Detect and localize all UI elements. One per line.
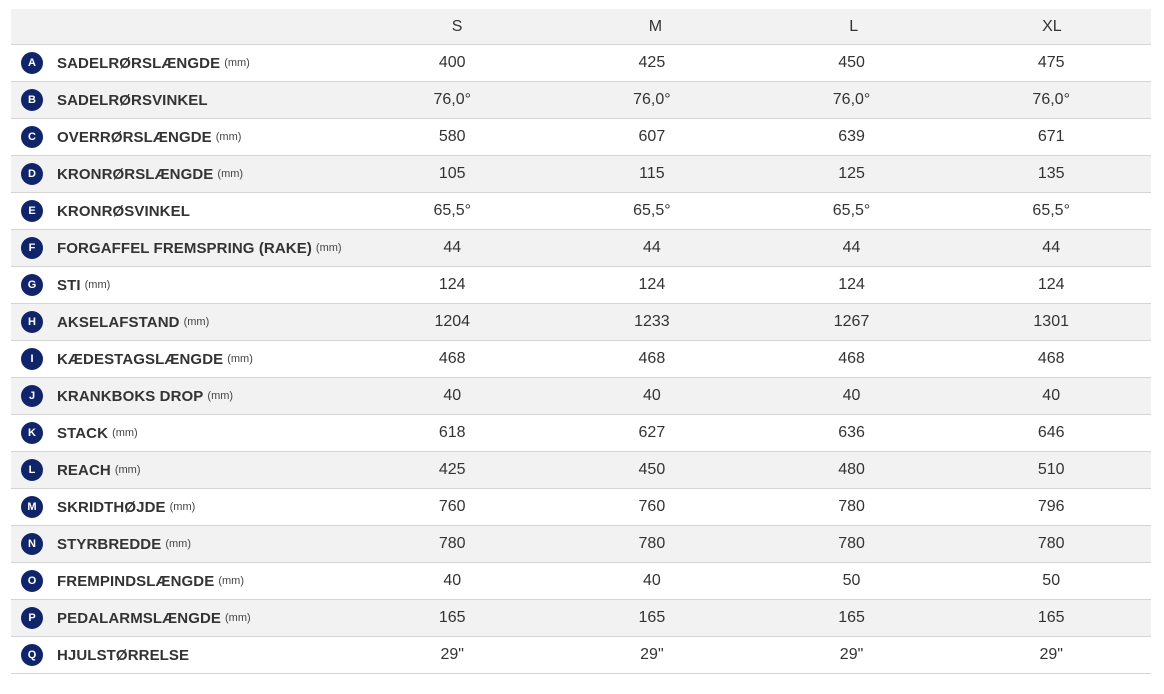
letter-badge: O: [21, 570, 43, 592]
value-cell: 480: [838, 461, 865, 478]
row-label: [11, 607, 360, 629]
value-cell: 135: [1037, 165, 1065, 182]
value-cell: 580: [438, 128, 466, 145]
value-cell: 165: [638, 609, 666, 626]
letter-badge: P: [21, 607, 43, 629]
size-header-l[interactable]: L: [849, 17, 859, 35]
table-row: [11, 193, 1151, 230]
table-row: [11, 637, 1151, 674]
value-cell: 400: [438, 54, 466, 71]
value-cell: 618: [438, 424, 466, 441]
measurement-name: OVERRØRSLÆNGDE: [57, 128, 212, 146]
value-cell: 780: [1037, 535, 1065, 552]
measurement-name: REACH: [57, 461, 111, 479]
value-cell: 780: [838, 535, 865, 552]
value-cell: 796: [1037, 498, 1065, 515]
value-cell: 65,5°: [832, 202, 871, 219]
value-cell: 44: [842, 239, 861, 256]
row-label: [11, 644, 360, 666]
measurement-unit: (mm): [112, 427, 138, 439]
value-cell: 646: [1037, 424, 1065, 441]
table-row: [11, 230, 1151, 267]
value-cell: 40: [642, 387, 661, 404]
value-cell: 29": [440, 646, 464, 663]
row-label: [11, 163, 360, 185]
value-cell: 44: [1042, 239, 1061, 256]
letter-badge: K: [21, 422, 43, 444]
value-cell: 165: [838, 609, 865, 626]
measurement-name: AKSELAFSTAND: [57, 313, 180, 331]
table-row: [11, 45, 1151, 82]
table-row: [11, 489, 1151, 526]
row-label: [11, 570, 360, 592]
value-cell: 65,5°: [433, 202, 471, 219]
table-row: [11, 526, 1151, 563]
table-header: [11, 9, 1151, 45]
value-cell: 450: [638, 461, 666, 478]
value-cell: 50: [842, 572, 861, 589]
value-cell: 40: [842, 387, 861, 404]
value-cell: 510: [1037, 461, 1065, 478]
table-row: [11, 452, 1151, 489]
row-label: [11, 496, 360, 518]
letter-badge: J: [21, 385, 43, 407]
measurement-unit: (mm): [217, 168, 244, 180]
measurement-unit: (mm): [165, 538, 192, 550]
row-label: [11, 422, 360, 444]
table-row: [11, 156, 1151, 193]
measurement-name: SADELRØRSLÆNGDE: [57, 54, 221, 72]
value-cell: 124: [838, 276, 865, 293]
table-row: [11, 267, 1151, 304]
value-cell: 50: [1042, 572, 1061, 589]
measurement-unit: (mm): [84, 279, 111, 291]
size-header-xl[interactable]: XL: [1042, 17, 1062, 35]
measurement-name: KRANKBOKS DROP: [57, 387, 204, 405]
measurement-unit: (mm): [183, 316, 210, 328]
row-label: [11, 459, 360, 481]
row-label: [11, 126, 360, 148]
value-cell: 450: [838, 54, 865, 71]
value-cell: 29": [640, 646, 664, 663]
letter-badge: F: [21, 237, 43, 259]
measurement-name: SKRIDTHØJDE: [57, 498, 166, 516]
letter-badge: L: [21, 459, 43, 481]
table-body: [11, 45, 1151, 674]
value-cell: 425: [638, 54, 666, 71]
value-cell: 468: [1037, 350, 1065, 367]
value-cell: 780: [638, 535, 666, 552]
measurement-name: STI: [57, 276, 81, 294]
row-label: [11, 385, 360, 407]
value-cell: 29": [1039, 646, 1063, 663]
measurement-name: STYRBREDDE: [57, 535, 162, 553]
letter-badge: D: [21, 163, 43, 185]
value-cell: 44: [443, 239, 462, 256]
value-cell: 165: [438, 609, 466, 626]
value-cell: 124: [638, 276, 666, 293]
value-cell: 1233: [634, 313, 670, 330]
letter-badge: G: [21, 274, 43, 296]
value-cell: 40: [1042, 387, 1061, 404]
table-row: [11, 563, 1151, 600]
value-cell: 40: [642, 572, 661, 589]
table-row: [11, 378, 1151, 415]
letter-badge: N: [21, 533, 43, 555]
row-label: [11, 200, 360, 222]
measurement-name: FORGAFFEL FREMSPRING (RAKE): [57, 239, 312, 257]
table-row: [11, 415, 1151, 452]
measurement-unit: (mm): [224, 57, 250, 69]
letter-badge: C: [21, 126, 43, 148]
value-cell: 475: [1037, 54, 1065, 71]
value-cell: 627: [638, 424, 666, 441]
value-cell: 124: [438, 276, 466, 293]
row-label: [11, 348, 360, 370]
measurement-name: FREMPINDSLÆNGDE: [57, 572, 215, 590]
letter-badge: A: [21, 52, 43, 74]
row-label: [11, 274, 360, 296]
letter-badge: Q: [21, 644, 43, 666]
value-cell: 40: [443, 387, 462, 404]
row-label: [11, 89, 360, 111]
value-cell: 760: [438, 498, 466, 515]
table-row: [11, 82, 1151, 119]
value-cell: 105: [438, 165, 466, 182]
value-cell: 468: [838, 350, 865, 367]
value-cell: 639: [838, 128, 865, 145]
value-cell: 1301: [1033, 313, 1069, 330]
measurement-name: HJULSTØRRELSE: [57, 646, 190, 664]
table-row: [11, 600, 1151, 637]
letter-badge: M: [21, 496, 43, 518]
value-cell: 44: [642, 239, 661, 256]
table-row: [11, 119, 1151, 156]
measurement-name: PEDALARMSLÆNGDE: [57, 609, 222, 627]
measurement-name: STACK: [57, 424, 109, 442]
measurement-unit: (mm): [215, 131, 242, 143]
measurement-unit: (mm): [315, 242, 342, 254]
measurement-unit: (mm): [207, 390, 234, 402]
value-cell: 115: [639, 165, 665, 182]
value-cell: 780: [438, 535, 466, 552]
value-cell: 760: [638, 498, 666, 515]
value-cell: 1267: [833, 313, 870, 330]
value-cell: 125: [838, 165, 865, 182]
value-cell: 468: [438, 350, 466, 367]
value-cell: 1204: [434, 313, 471, 330]
value-cell: 76,0°: [633, 91, 671, 108]
value-cell: 40: [443, 572, 462, 589]
row-label: [11, 311, 360, 333]
letter-badge: E: [21, 200, 43, 222]
value-cell: 76,0°: [433, 91, 471, 108]
value-cell: 29": [839, 646, 864, 663]
measurement-unit: (mm): [114, 464, 141, 476]
row-label: [11, 237, 360, 259]
measurement-unit: (mm): [227, 353, 253, 365]
value-cell: 165: [1037, 609, 1065, 626]
table-row: [11, 341, 1151, 378]
measurement-unit: (mm): [225, 612, 251, 624]
value-cell: 124: [1037, 276, 1065, 293]
geometry-table: [11, 9, 1151, 674]
measurement-unit: (mm): [169, 501, 196, 513]
measurement-name: KRONRØRSLÆNGDE: [57, 165, 214, 183]
table-row: [11, 304, 1151, 341]
value-cell: 425: [438, 461, 466, 478]
measurement-unit: (mm): [218, 575, 244, 587]
value-cell: 607: [638, 128, 666, 145]
measurement-name: SADELRØRSVINKEL: [57, 91, 208, 109]
value-cell: 65,5°: [1032, 202, 1070, 219]
measurement-name: KÆDESTAGSLÆNGDE: [57, 350, 224, 368]
value-cell: 636: [838, 424, 865, 441]
row-label: [11, 52, 360, 74]
size-header-m[interactable]: M: [648, 17, 663, 35]
value-cell: 76,0°: [1032, 91, 1070, 108]
row-label: [11, 533, 360, 555]
value-cell: 76,0°: [832, 91, 871, 108]
letter-badge: I: [21, 348, 43, 370]
value-cell: 468: [638, 350, 666, 367]
measurement-name: KRONRØSVINKEL: [57, 202, 190, 220]
value-cell: 671: [1037, 128, 1065, 145]
size-header-s[interactable]: S: [451, 17, 463, 35]
value-cell: 65,5°: [633, 202, 671, 219]
value-cell: 780: [838, 498, 865, 515]
letter-badge: H: [21, 311, 43, 333]
letter-badge: B: [21, 89, 43, 111]
